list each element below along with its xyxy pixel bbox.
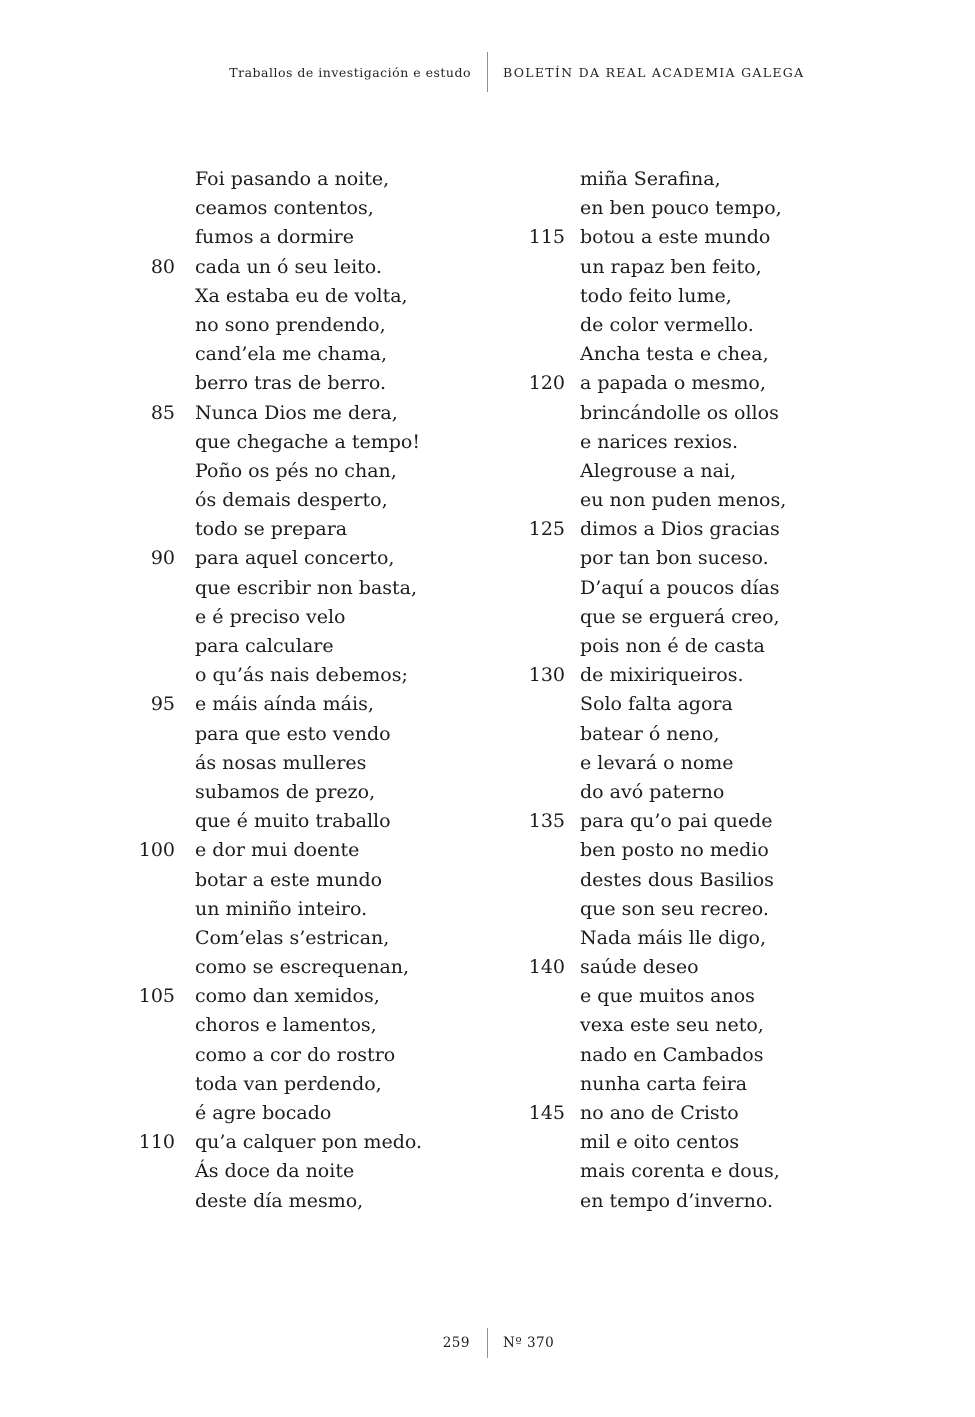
line-text: todo se prepara [195,518,348,541]
line-text: deste día mesmo, [195,1189,364,1212]
line-number [127,486,175,515]
page-header [0,52,975,92]
line-text: como dan xemidos, [195,985,380,1008]
poem-line [127,895,422,924]
line-number: 135 [528,810,565,833]
poem-column-left [127,165,422,1216]
header-journal-title: BOLETÍN DA REAL ACADEMIA GALEGA [503,64,805,80]
poem-line [517,486,786,515]
line-number [127,574,175,603]
poem-line [517,953,786,982]
line-number: 115 [528,226,565,249]
poem-line [517,1157,786,1186]
poem-line [517,1187,786,1216]
poem-line [517,544,786,573]
line-number [127,632,175,661]
poem-line [517,369,786,398]
line-text: para que esto vendo [195,722,391,745]
line-text: en tempo d’inverno. [580,1189,774,1212]
line-number [127,223,175,252]
poem-line [127,311,422,340]
line-text: eu non puden menos, [580,489,787,512]
line-text: o qu’ás nais debemos; [195,664,408,687]
poem-line [127,836,422,865]
line-text: botou a este mundo [580,226,771,249]
line-number: 140 [528,956,565,979]
line-number [517,1187,565,1216]
line-text: pois non é de casta [580,635,765,657]
line-number [127,369,175,398]
line-number: 120 [528,372,565,395]
poem-line [517,982,786,1011]
line-text: para calculare [195,635,334,657]
line-number: 125 [528,518,565,541]
poem-line [517,690,786,719]
line-text: Ancha testa e chea, [580,343,769,366]
line-text: destes dous Basilios [580,868,774,891]
page-footer [0,1328,975,1358]
poem-line [517,194,786,223]
line-number [517,1070,565,1099]
poem-line [517,428,786,457]
line-number: 145 [528,1102,565,1124]
line-number [127,807,175,836]
poem-line [127,1070,422,1099]
line-number [517,690,565,719]
line-number [127,1070,175,1099]
poem-line [127,165,422,194]
line-text: que escribir non basta, [195,576,418,599]
line-number [517,457,565,486]
line-text: cada un ó seu leito. [195,255,382,278]
poem-line [127,603,422,632]
line-text: toda van perdendo, [195,1072,382,1095]
line-text: nado en Cambados [580,1043,764,1066]
poem-line [127,544,422,573]
poem-line [517,1011,786,1040]
poem-line [127,866,422,895]
line-number: 130 [528,664,565,687]
line-text: de mixiriqueiros. [580,664,744,687]
line-text: ós demais desperto, [195,489,388,512]
line-number [517,603,565,632]
line-text: dimos a Dios gracias [580,518,780,541]
poem-line [517,924,786,953]
line-text: Com’elas s’estrican, [195,926,390,949]
line-number: 110 [138,1131,175,1154]
line-number [127,515,175,544]
line-text: vexa este seu neto, [580,1014,764,1037]
poem-line [517,1041,786,1070]
line-number [127,1099,175,1128]
line-text: ceamos contentos, [195,197,374,220]
line-text: para qu’o pai quede [580,810,773,833]
poem-line [127,690,422,719]
poem-line [127,282,422,311]
line-text: mil e oito centos [580,1131,740,1154]
line-number [517,428,565,457]
line-number [127,1157,175,1186]
poem-line [517,807,786,836]
poem-line [127,1187,422,1216]
poem-line [517,895,786,924]
issue-number: Nº 370 [503,1335,555,1351]
line-text: nunha carta feira [580,1072,748,1095]
line-number [517,165,565,194]
poem-column-right [517,165,786,1216]
poem-line [127,1011,422,1040]
line-number [517,194,565,223]
line-text: Ás doce da noite [195,1160,355,1183]
line-text: un rapaz ben feito, [580,255,762,278]
poem-line [127,340,422,369]
line-number [127,661,175,690]
poem-line [127,486,422,515]
line-text: saúde deseo [580,956,699,979]
line-text: cand’ela me chama, [195,343,387,366]
line-text: a papada o mesmo, [580,372,766,395]
line-text: e dor mui doente [195,839,360,862]
line-number [517,486,565,515]
line-number [127,895,175,924]
poem-line [127,778,422,807]
poem-line [127,924,422,953]
line-number [517,574,565,603]
line-number [517,1041,565,1070]
line-number [517,544,565,573]
line-text: e é preciso velo [195,605,346,628]
line-number [127,778,175,807]
page-number: 259 [442,1335,470,1351]
poem-line [127,632,422,661]
line-text: en ben pouco tempo, [580,197,782,220]
poem-line [517,574,786,603]
line-number [127,866,175,895]
line-text: por tan bon suceso. [580,547,769,570]
poem-line [127,253,422,282]
line-number [517,1011,565,1040]
line-text: miña Serafina, [580,168,721,190]
line-text: e narices rexios. [580,430,739,453]
line-text: que son seu recreo. [580,897,769,920]
poem-line [517,253,786,282]
poem-line [127,457,422,486]
line-number [127,428,175,457]
line-number [517,836,565,865]
line-number [127,311,175,340]
poem-line [517,836,786,865]
line-text: Nada máis lle digo, [580,926,767,949]
line-text: e que muitos anos [580,985,755,1008]
line-text: para aquel concerto, [195,547,395,570]
line-text: un miniño inteiro. [195,897,368,920]
poem-line [517,749,786,778]
line-text: do avó paterno [580,780,725,803]
line-text: botar a este mundo [195,868,383,891]
line-number [127,1011,175,1040]
line-text: qu’a calquer pon medo. [195,1131,423,1154]
line-number [517,924,565,953]
line-text: Xa estaba eu de volta, [195,284,408,307]
line-number [127,1187,175,1216]
line-number [127,457,175,486]
line-number [127,749,175,778]
line-number [517,982,565,1011]
poem-line [517,1070,786,1099]
line-text: Poño os pés no chan, [195,459,397,482]
poem-line [127,807,422,836]
line-number [517,720,565,749]
line-number [517,253,565,282]
line-text: e levará o nome [580,751,734,774]
line-number [517,866,565,895]
line-text: Foi pasando a noite, [195,168,390,190]
poem-line [517,282,786,311]
line-text: de color vermello. [580,313,754,336]
line-number [127,603,175,632]
poem-line [127,223,422,252]
line-text: e máis aínda máis, [195,693,374,716]
poem-line [517,311,786,340]
line-text: Solo falta agora [580,693,733,716]
line-text: fumos a dormire [195,226,354,249]
line-number [127,924,175,953]
poem-line [517,632,786,661]
line-text: subamos de prezo, [195,780,376,803]
line-number [127,194,175,223]
line-text: no ano de Cristo [580,1102,739,1124]
line-text: berro tras de berro. [195,372,387,395]
line-number: 90 [150,547,175,570]
line-text: Alegrouse a nai, [580,459,737,482]
line-number: 100 [138,839,175,862]
poem-line [127,194,422,223]
poem-line [127,953,422,982]
line-text: que chegache a tempo! [195,430,420,453]
line-text: D’aquí a poucos días [580,576,780,599]
poem-line [517,457,786,486]
poem-line [517,661,786,690]
line-number [127,165,175,194]
poem-line [517,340,786,369]
line-number: 85 [150,401,175,424]
poem-line [127,1157,422,1186]
poem-line [127,661,422,690]
line-number [517,1157,565,1186]
poem-line [517,1099,786,1128]
line-text: Nunca Dios me dera, [195,401,398,424]
line-number [517,340,565,369]
poem-line [127,1041,422,1070]
line-number [517,311,565,340]
poem-line [127,369,422,398]
line-number: 80 [150,255,175,278]
line-number [127,720,175,749]
poem-line [127,515,422,544]
poem-line [517,515,786,544]
poem-line [517,778,786,807]
line-number [517,749,565,778]
poem-line [127,982,422,1011]
poem-line [127,720,422,749]
poem-line [517,1128,786,1157]
line-number [127,282,175,311]
poem-line [517,223,786,252]
line-number [517,282,565,311]
line-number [127,1041,175,1070]
line-text: como se escrequenan, [195,956,410,979]
line-number: 95 [150,693,175,716]
line-text: brincándolle os ollos [580,401,779,424]
line-number: 105 [138,985,175,1008]
poem-line [127,1128,422,1157]
line-text: choros e lamentos, [195,1014,377,1037]
poem-line [517,603,786,632]
poem-line [517,720,786,749]
poem-line [127,749,422,778]
line-text: ben posto no medio [580,839,769,862]
line-text: que se erguerá creo, [580,605,780,628]
line-number [517,632,565,661]
line-number [517,895,565,924]
line-number [517,778,565,807]
poem-line [517,866,786,895]
line-text: como a cor do rostro [195,1043,396,1066]
line-text: ás nosas mulleres [195,751,367,774]
line-text: que é muito traballo [195,810,391,833]
line-number [517,399,565,428]
line-text: é agre bocado [195,1102,332,1124]
poem-line [127,399,422,428]
header-section-title: Traballos de investigación e estudo [229,64,471,80]
poem-line [127,1099,422,1128]
line-text: mais corenta e dous, [580,1160,780,1183]
line-text: todo feito lume, [580,284,732,307]
poem-line [517,399,786,428]
line-text: no sono prendendo, [195,313,386,336]
line-number [127,953,175,982]
line-number [127,340,175,369]
line-text: batear ó neno, [580,722,720,745]
poem-line [127,574,422,603]
poem-line [127,428,422,457]
poem-line [517,165,786,194]
line-number [517,1128,565,1157]
